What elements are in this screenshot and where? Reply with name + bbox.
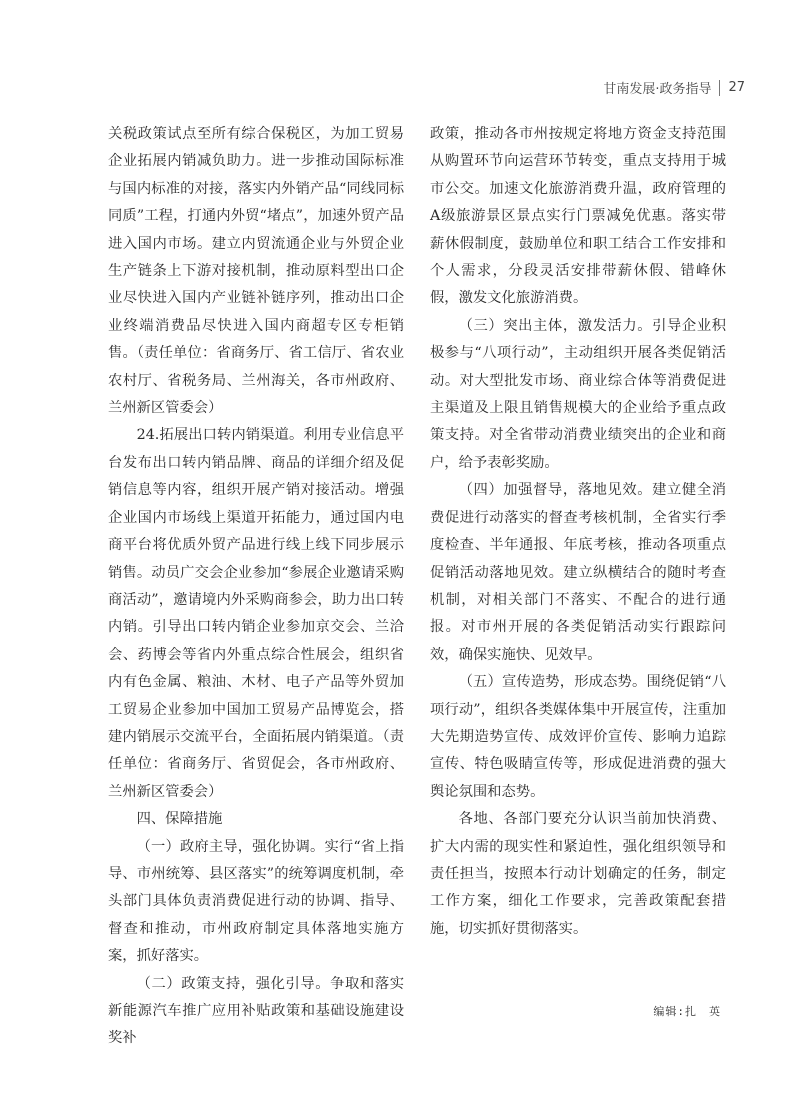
paragraph-measure-1: （一）政府主导，强化协调。实行“省上指导、市州统筹、县区落实”的统筹调度机制，牵头部门具体负责消费促进行动的协调、指导、督查和推动，市州政府制定具体落地实施方案，抓好落实。 [108,838,404,965]
paragraph-measure-5: （五）宣传造势，形成态势。围绕促销“八项行动”，组织各类媒体集中开展宣传，注重加大先期造势宣传、成效评价宣传、影响力追踪宣传、特色吸睛宣传等，形成促进消费的强大舆论氛围和态势。 [430,674,726,800]
right-column [430,121,726,943]
header-divider [719,80,720,96]
page-number: 27 [728,80,745,95]
paragraph-measure-4: （四）加强督导，落地见效。建立健全消费促进行动落实的督查考核机制，全省实行季度检查、半年通报、年底考核，推动各项重点促销活动落地见效。建立纵横结合的随时考查机制，对相关部门不落实、不配合的进行通报。对市州开展的各类促销活动实行跟踪问效，确保实施快、见效早。 [430,482,726,663]
paragraph-measure-3: （三）突出主体，激发活力。引导企业积极参与“八项行动”，主动组织开展各类促销活动。对大型批发市场、商业综合体等消费促进主渠道及上限且销售规模大的企业给予重点政策支持。对全省带动消费业绩突出的企业和商户，给予表彰奖励。 [430,317,726,471]
section-heading-guarantee: 四、保障措施 [136,811,223,828]
paragraph-item-24: 24.拓展出口转内销渠道。利用专业信息平台发布出口转内销品牌、商品的详细介绍及促销信息等内容，组织开展产销对接活动。增强企业国内市场线上渠道开拓能力，通过国内电商平台将优质外贸产品进行线上线下同步展示销售。动员广交会企业参加“参展企业邀请采购商活动”，邀请境内外采购商参会，助力出口转内销。引导出口转内销企业参加京交会、兰洽会、药博会等省内外重点综合性展会，组织省内有色金属、粮油、木材、电子产品等外贸加工贸易企业参加中国加工贸易产品博览会，搭建内销展示交流平台，全面拓展内销渠道。（责任单位：省商务厅、省贸促会，各市州政府、兰州新区管委会） [108,427,404,800]
paragraph-measure-2: （二）政策支持，强化引导。争取和落实新能源汽车推广应用补贴政策和基础设施建设奖补 [108,975,404,1047]
paragraph-continuation: 关税政策试点至所有综合保税区，为加工贸易企业拓展内销减负助力。进一步推动国际标准与国内标准的对接，落实内外销产品“同线同标同质”工程，打通内外贸“堵点”，加速外贸产品进入国内市场。建立内贸流通企业与外贸企业生产链条上下游对接机制，推动原料型出口企业尽快进入国内产业链补链序列，推动出口企业终端消费品尽快进入国内商超专区专柜销售。（责任单位：省商务厅、省工信厅、省农业农村厅、省税务局、兰州海关，各市州政府、兰州新区管委会） [108,126,404,417]
editor-credit: 编辑:扎 英 [653,1005,721,1018]
section-title: 甘南发展·政务指导 [603,82,712,97]
paragraph-closing: 各地、各部门要充分认识当前加快消费、扩大内需的现实性和紧迫性，强化组织领导和责任担当，按照本行动计划确定的任务，制定工作方案，细化工作要求，完善政策配套措施，切实抓好贯彻落实。 [430,811,726,937]
left-column [108,121,404,1053]
paragraph-continuation-right: 政策，推动各市州按规定将地方资金支持范围从购置环节向运营环节转变，重点支持用于城市公交。加速文化旅游消费升温，政府管理的A级旅游景区景点实行门票减免优惠。落实带薪休假制度，鼓励单位和职工结合工作安排和个人需求，分段灵活安排带薪休假、错峰休假，激发文化旅游消费。 [430,126,726,307]
page-header [603,78,745,97]
